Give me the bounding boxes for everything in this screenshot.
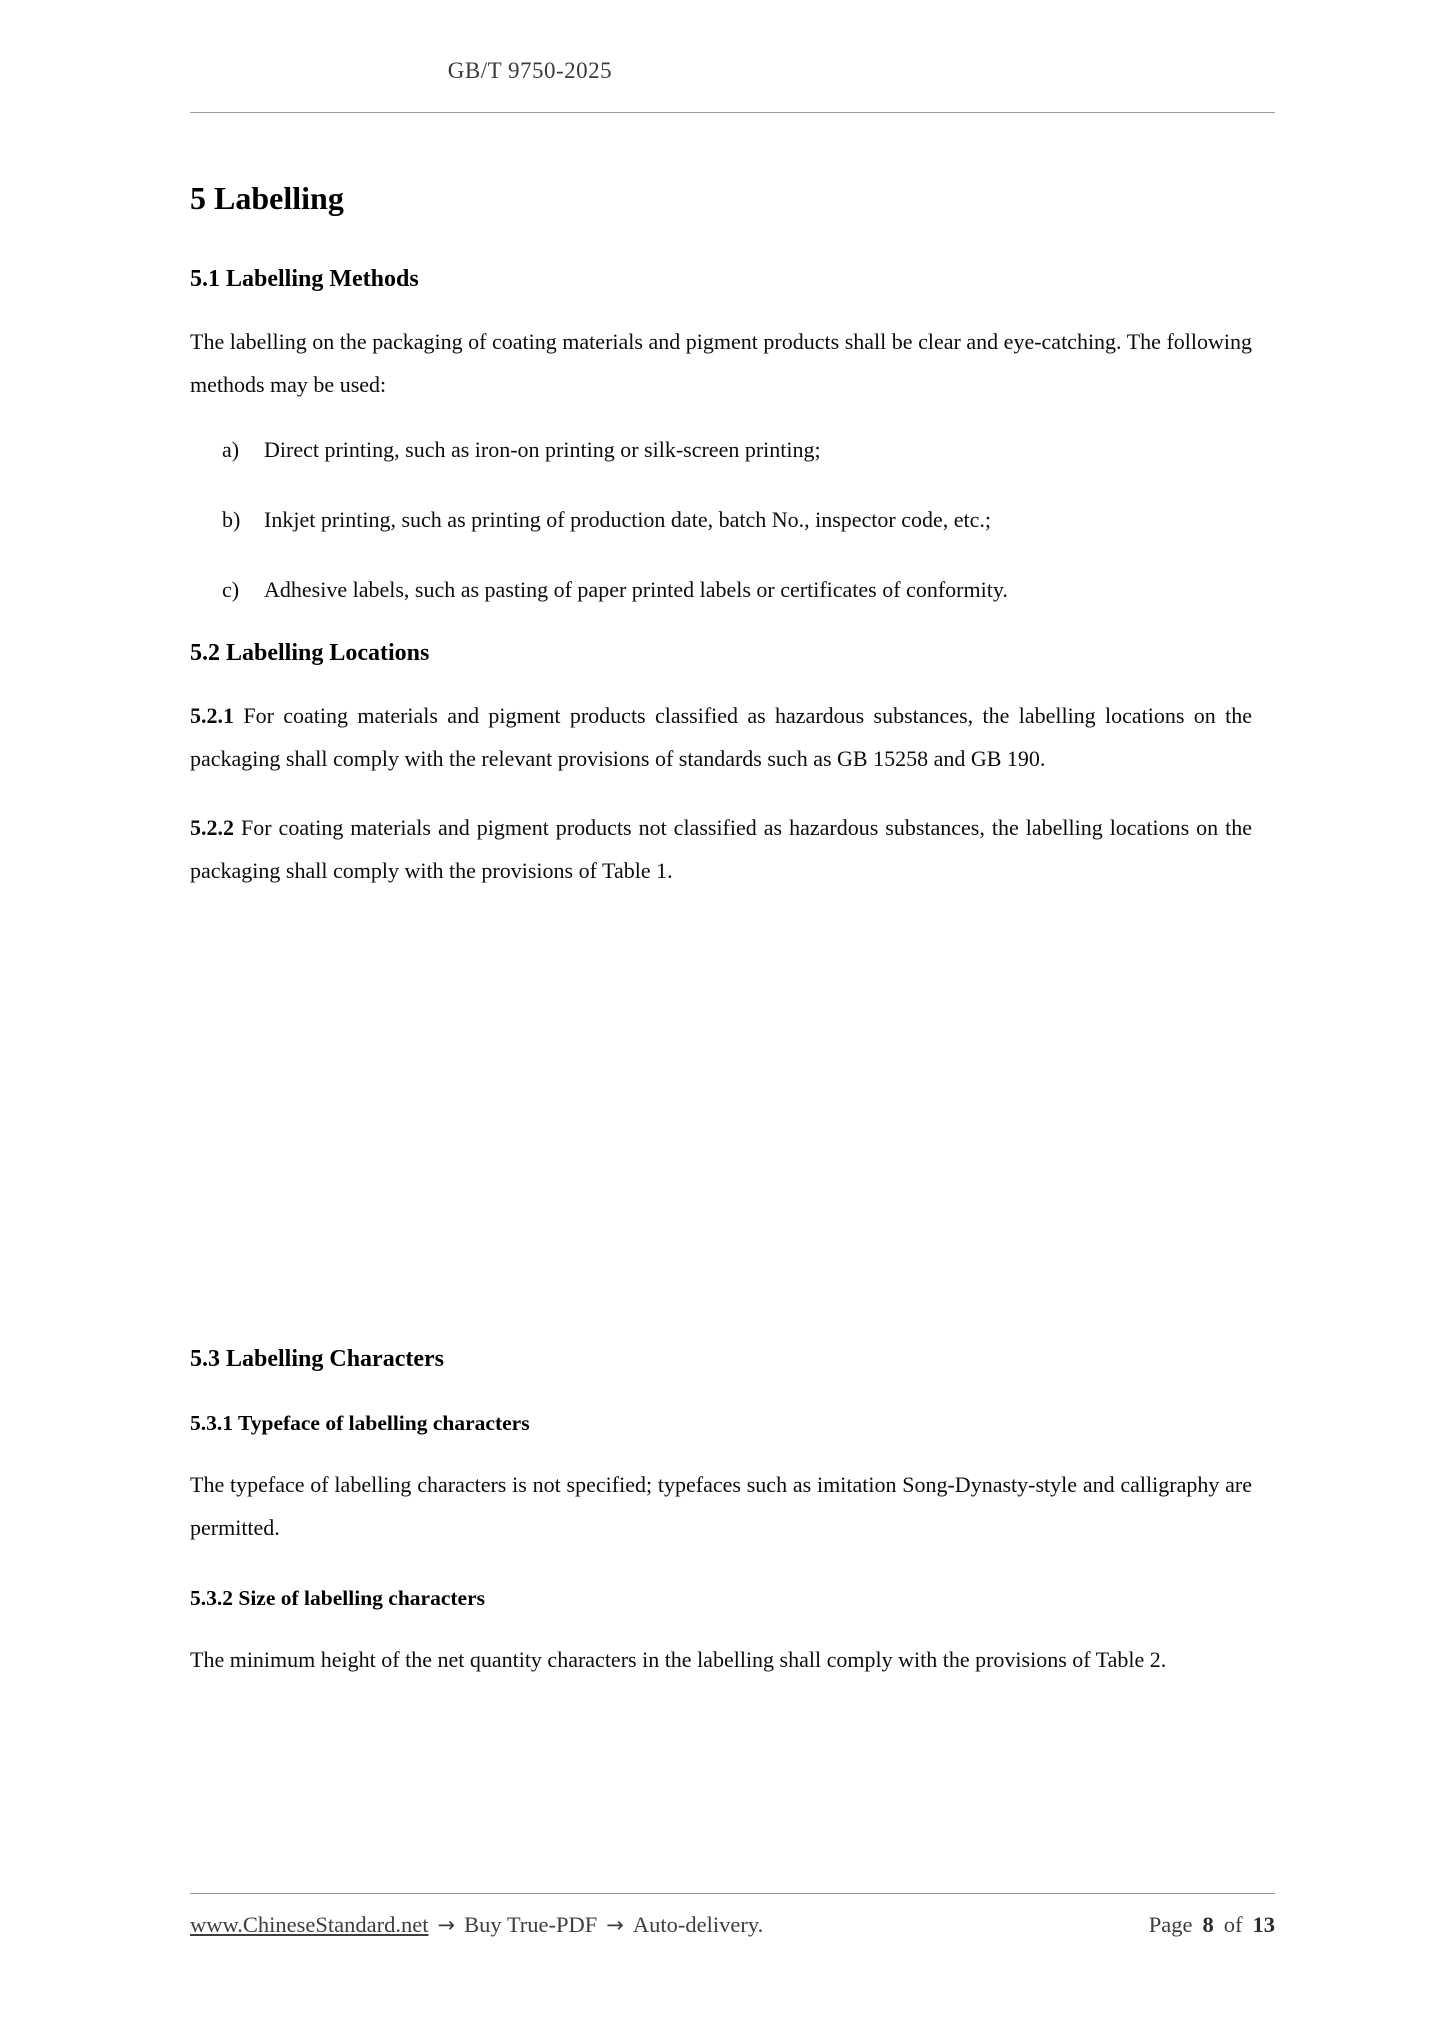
clause-5-2-2-paragraph (190, 806, 1252, 892)
header-doc-number: GB/T 9750-2025 (447, 58, 613, 83)
clause-number: 5.2.2 (190, 815, 234, 840)
list-item-b (190, 498, 1252, 541)
blank-table-area (190, 892, 1252, 1344)
chinesestandard-link[interactable]: www.ChineseStandard.net (190, 1912, 429, 1937)
list-marker: b) (222, 507, 241, 532)
list-marker: c) (222, 577, 240, 602)
footer-delivery-text: Auto-delivery. (632, 1912, 764, 1937)
clause-text: For coating materials and pigment products classified as hazardous substances, the labelling locations on the packaging shall comply with the relevant provisions of standards such as GB 15258 and GB 190. (190, 703, 1252, 771)
list-item-c (190, 568, 1252, 611)
section-5-3-2-heading: 5.3.2 Size of labelling characters (190, 1586, 485, 1610)
clause-text: For coating materials and pigment products not classified as hazardous substances, the labelling locations on the packaging shall comply with the provisions of Table 1. (190, 815, 1252, 883)
header-divider (190, 112, 1275, 113)
footer-buy-text: Buy True-PDF (464, 1912, 598, 1937)
list-item-text: Direct printing, such as iron-on printing or silk-screen printing; (264, 437, 821, 462)
right-arrow-icon: → (437, 1913, 456, 1937)
page-number-indicator (1149, 1912, 1275, 1938)
total-page-number: 13 (1252, 1912, 1275, 1937)
clause-number: 5.2.1 (190, 703, 234, 728)
list-item-a (190, 428, 1252, 471)
section-5-2-heading: 5.2 Labelling Locations (190, 640, 430, 666)
footer-divider (190, 1893, 1275, 1894)
section-5-3-heading: 5.3 Labelling Characters (190, 1346, 444, 1372)
list-marker: a) (222, 437, 240, 462)
section-5-1-intro-paragraph: The labelling on the packaging of coating materials and pigment products shall be clear and eye-catching. The following methods may be used: (190, 329, 1252, 397)
page-content (190, 178, 1252, 1681)
of-label: of (1223, 1912, 1243, 1937)
section-5-3-1-heading: 5.3.1 Typeface of labelling characters (190, 1411, 530, 1435)
section-5-3-2-paragraph: The minimum height of the net quantity characters in the labelling shall comply with the provisions of Table 2. (190, 1647, 1167, 1672)
section-5-title: 5 Labelling (190, 180, 344, 216)
labelling-methods-list (190, 428, 1252, 611)
list-item-text: Inkjet printing, such as printing of production date, batch No., inspector code, etc.; (264, 507, 992, 532)
section-5-3-1-paragraph: The typeface of labelling characters is not specified; typefaces such as imitation Song-Dynasty-style and calligraphy are permitted. (190, 1472, 1252, 1540)
current-page-number: 8 (1202, 1912, 1214, 1937)
section-5-1-heading: 5.1 Labelling Methods (190, 266, 419, 292)
clause-5-2-1-paragraph (190, 694, 1252, 780)
page-footer (190, 1912, 1275, 1938)
list-item-text: Adhesive labels, such as pasting of paper printed labels or certificates of conformity. (264, 577, 1008, 602)
right-arrow-icon: → (606, 1913, 624, 1937)
page-label: Page (1148, 1912, 1193, 1937)
footer-promo (190, 1912, 763, 1938)
